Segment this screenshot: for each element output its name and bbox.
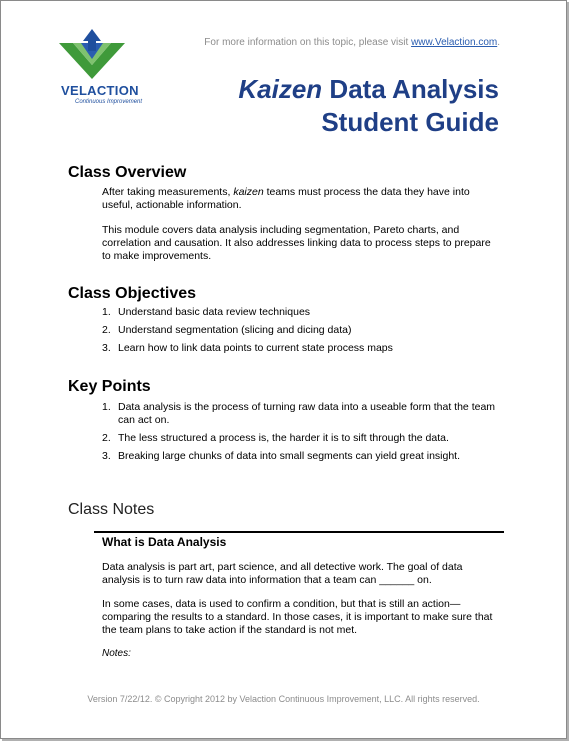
key-points-heading: Key Points bbox=[68, 378, 151, 395]
what-is-data-analysis-heading: What is Data Analysis bbox=[102, 535, 227, 549]
logo-wordmark: VELACTION bbox=[61, 83, 139, 98]
overview-paragraph-2: This module covers data analysis including segmentation, Pareto charts, and correlation and causation. It also addresses linking data to process steps to prepare to make improvements. bbox=[102, 224, 491, 262]
overview-paragraph-1 bbox=[102, 186, 502, 212]
class-objectives-heading: Class Objectives bbox=[68, 285, 197, 302]
list-item bbox=[102, 432, 502, 445]
logo-tagline: Continuous Improvement bbox=[75, 99, 143, 105]
notes-paragraph-1: Data analysis is part art, part science, and all detective work. The goal of data analysis is to turn raw data into information that a team can ______ on. bbox=[102, 561, 463, 586]
list-item-text: Understand segmentation (slicing and dicing data) bbox=[118, 324, 352, 336]
list-item bbox=[102, 324, 502, 337]
list-item bbox=[102, 450, 502, 463]
class-overview-heading: Class Overview bbox=[68, 164, 187, 181]
title-data-analysis: Data Analysis bbox=[322, 74, 499, 104]
list-item-number: 1. bbox=[102, 306, 111, 318]
list-item bbox=[102, 342, 502, 355]
velaction-logo-mark-icon bbox=[59, 29, 125, 81]
velaction-logo bbox=[57, 29, 153, 119]
overview-kaizen: kaizen bbox=[233, 186, 264, 198]
document-title bbox=[238, 73, 499, 139]
more-info-text: For more information on this topic, please visit bbox=[204, 37, 412, 48]
copyright-footer: Version 7/22/12. © Copyright 2012 by Velaction Continuous Improvement, LLC. All rights reserved. bbox=[87, 694, 480, 704]
list-item bbox=[102, 306, 502, 319]
notes-label: Notes: bbox=[102, 648, 131, 659]
notes-divider bbox=[94, 531, 504, 533]
list-item bbox=[102, 401, 502, 427]
list-item-text: Data analysis is the process of turning raw data into a useable form that the team can act on. bbox=[118, 401, 496, 426]
more-info-line bbox=[204, 37, 500, 48]
list-item-text: The less structured a process is, the harder it is to sift through the data. bbox=[118, 432, 449, 444]
overview-text-a: After taking measurements, bbox=[102, 186, 234, 198]
list-item-number: 3. bbox=[102, 450, 111, 462]
list-item-number: 3. bbox=[102, 342, 111, 354]
objectives-list bbox=[102, 306, 502, 360]
overview-text-b: teams must process the data they have into useful, actionable information. bbox=[102, 186, 470, 211]
title-kaizen: Kaizen bbox=[238, 74, 323, 104]
key-points-list bbox=[102, 401, 502, 468]
list-item-text: Learn how to link data points to current state process maps bbox=[118, 342, 393, 354]
list-item-text: Understand basic data review techniques bbox=[118, 306, 311, 318]
more-info-period: . bbox=[497, 37, 500, 48]
class-notes-heading: Class Notes bbox=[68, 501, 155, 518]
title-line-1 bbox=[238, 73, 499, 106]
title-line-2: Student Guide bbox=[321, 107, 499, 137]
notes-paragraph-2: In some cases, data is used to confirm a condition, but that is still an action—comparing the results to a standard. In those cases, it is important to make sure that the team plans to take action if the standard is not met. bbox=[102, 598, 493, 636]
list-item-text: Breaking large chunks of data into small segments can yield great insight. bbox=[118, 450, 461, 462]
list-item-number: 2. bbox=[102, 324, 111, 336]
list-item-number: 1. bbox=[102, 401, 111, 413]
velaction-link[interactable]: www.Velaction.com bbox=[411, 37, 498, 48]
list-item-number: 2. bbox=[102, 432, 111, 444]
